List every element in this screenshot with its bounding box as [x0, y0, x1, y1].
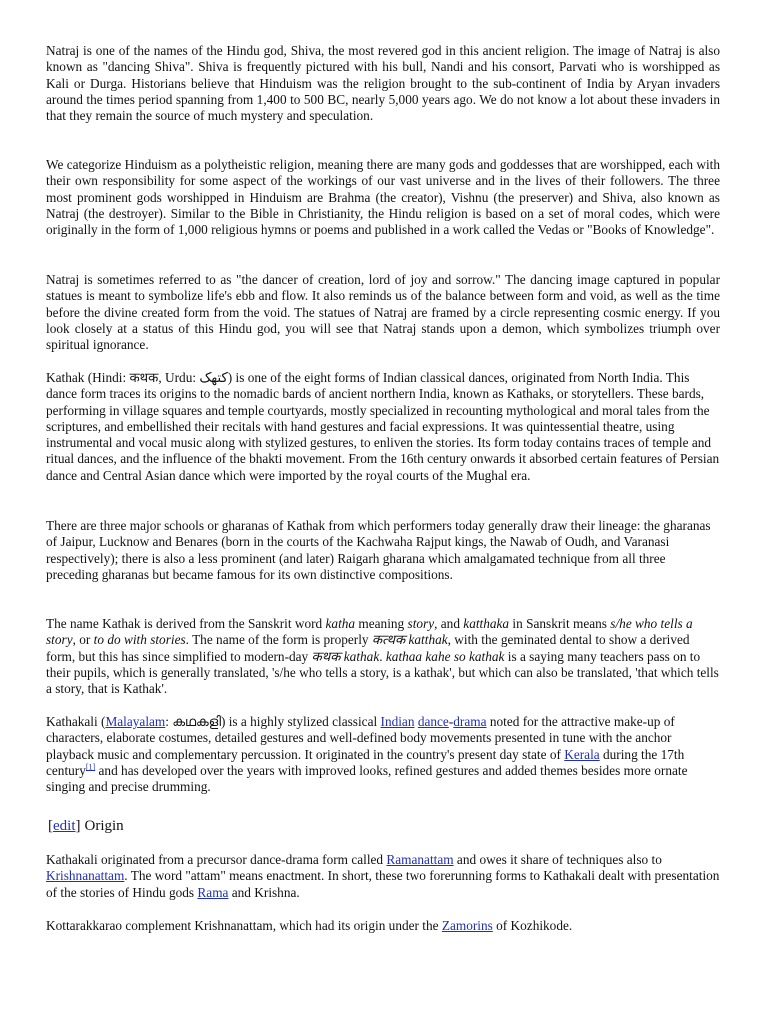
link-drama[interactable]: drama — [453, 714, 487, 729]
paragraph-natraj-intro: Natraj is one of the names of the Hindu god, Shiva, the most revered god in this ancient religion. The image of Natraj is also known as "dancing Shiva". Shiva is frequently pictured with his bull, Nandi and his consort, Parvati who is worshipped as Kali or Durga. Historians believe that Hinduism was the religion brought to the sub-continent of India by Aryan invaders around the times period spanning from 1,400 to 500 BC, nearly 5,000 years ago. We do not know a lot about these invaders in that they remain the source of much mystery and speculation. — [46, 43, 720, 124]
paragraph-kathak-name — [46, 616, 720, 697]
text-run: , and — [434, 616, 464, 631]
link-rama[interactable]: Rama — [197, 884, 229, 900]
italic-term: कथक kathak — [311, 648, 380, 664]
paragraph-kottarakkara — [46, 918, 720, 934]
text-run: Kathakali originated from a precursor dance-drama form called — [46, 852, 387, 867]
edit-link[interactable]: edit — [53, 818, 76, 834]
gharanas-text: There are three major schools or gharanas of Kathak from which performers today generally draw their lineage: the gharanas of Jaipur, Lucknow and Benares (born in the courts of the Kachwaha Rajput kings, the Nawab of Oudh, and Varanasi respectively); there is also a less prominent (and later) Raigarh gharana which amalgamated technique from all three preceding gharanas but became famous for its own distinctive compositions. — [46, 518, 711, 582]
section-title: Origin — [84, 818, 124, 834]
italic-term: s/he who tells a story — [46, 616, 693, 648]
text-run: . The name of the form is properly — [185, 632, 372, 648]
italic-term: katthaka — [463, 616, 510, 631]
text-run: and owes it share of techniques also to — [453, 852, 662, 867]
italic-term: story — [407, 616, 435, 631]
italic-term: कत्थक katthak — [371, 632, 448, 648]
link-indian[interactable]: Indian — [380, 714, 415, 729]
text-run: . The word "attam" means enactment. In short, these two forerunning forms to Kathakali dealt with presentation of the stories of Hindu gods — [46, 868, 720, 900]
text-run: in Sanskrit means — [509, 616, 611, 631]
text-run: . — [379, 648, 386, 664]
bracket-open: [ — [48, 818, 53, 834]
link-kerala[interactable]: Kerala — [564, 746, 600, 762]
link-ramanattam[interactable]: Ramanattam — [386, 852, 454, 867]
text-run: - — [448, 714, 454, 729]
text-run: : കഥകളി) is a highly stylized classical — [165, 714, 381, 729]
text-run: Kottarakkarao complement Krishnanattam, which had its origin under the — [46, 918, 442, 933]
text-run: during the 17th century — [46, 746, 685, 778]
paragraph-natraj-dancer: Natraj is sometimes referred to as "the dancer of creation, lord of joy and sorrow." The dancing image captured in popular statues is meant to symbolize life's ebb and flow. It also reminds us of the balance between form and void, as well as the time before the divine created form from the void. The statues of Natraj are framed by a circle representing cosmic energy. If you look closely at a status of this Hindu god, you will see that Natraj stands upon a demon, which symbolizes triumph over spiritual ignorance. — [46, 272, 720, 353]
italic-term: kathaa kahe so kathak — [385, 648, 505, 664]
italic-term: katha — [325, 616, 356, 631]
text-run: and Krishna. — [228, 884, 300, 900]
link-zamorins[interactable]: Zamorins — [441, 918, 493, 933]
text-run: noted for the attractive make-up of characters, elaborate costumes, detailed gestures and well-defined body movements presented in tune with the anchor playback music and complementary percussion. It originated in the country's present day state of — [46, 714, 675, 762]
link-krishnanattam[interactable]: Krishnanattam — [46, 868, 125, 884]
text-run: meaning — [355, 616, 408, 631]
italic-term: to do with stories — [93, 632, 186, 648]
text-run: is a saying many teachers pass on to their pupils, which is generally translated, 's/he who tells a story, is a kathak', but which can also be translated, 'that which tells a story, that is Kathak'. — [46, 648, 719, 697]
paragraph-hinduism: We categorize Hinduism as a polytheistic religion, meaning there are many gods and goddesses that are worshipped, each with their own responsibility for some aspect of the workings of our vast universe and in the lives of their followers. The three most prominent gods worshipped in Hinduism are Brahma (the creator), Vishnu (the preserver) and Shiva, also known as Natraj (the destroyer). Similar to the Bible in Christianity, the Hindu religion is based on a set of moral codes, which were originally in the form of 1,000 religious hymns or poems and published in a work called the Vedas or "Books of Knowledge". — [46, 157, 720, 238]
paragraph-origin — [46, 852, 720, 901]
paragraph-kathak: Kathak (Hindi: कथक, Urdu: کتھک) is one of the eight forms of Indian classical dances, originated from North India. This dance form traces its origins to the nomadic bards of ancient northern India, known as Kathaks, or storytellers. These bards, performing in village squares and temple courtyards, mostly specialized in recounting mythological and moral tales from the scriptures, and embellished their recitals with hand gestures and facial expressions. It was quintessential theatre, using instrumental and vocal music along with stylized gestures, to enliven the stories. Its form today contains traces of temple and ritual dances, and the influence of the bhakti movement. From the 16th century onwards it absorbed certain features of Persian dance and Central Asian dance which were imported by the royal courts of the Mughal era. — [46, 370, 720, 483]
section-heading-origin — [48, 816, 124, 836]
reference-link[interactable]: [1] — [85, 762, 96, 772]
text-run: Kathakali ( — [46, 714, 106, 729]
text-run: , or — [72, 632, 94, 648]
link-dance[interactable]: dance — [417, 714, 449, 729]
paragraph-gharanas — [46, 518, 720, 583]
bracket-close: ] — [75, 818, 81, 834]
paragraph-kathakali — [46, 714, 720, 795]
text-run: , with the geminated dental to show a derived form, but this has since simplified to modern-day — [46, 632, 690, 664]
text-run: The name Kathak is derived from the Sanskrit word — [46, 616, 326, 631]
link-malayalam[interactable]: Malayalam — [105, 714, 166, 729]
text-run: and has developed over the years with improved looks, refined gestures and added themes besides more ornate singing and precise drumming. — [46, 762, 688, 795]
text-run: of Kozhikode. — [492, 918, 573, 933]
